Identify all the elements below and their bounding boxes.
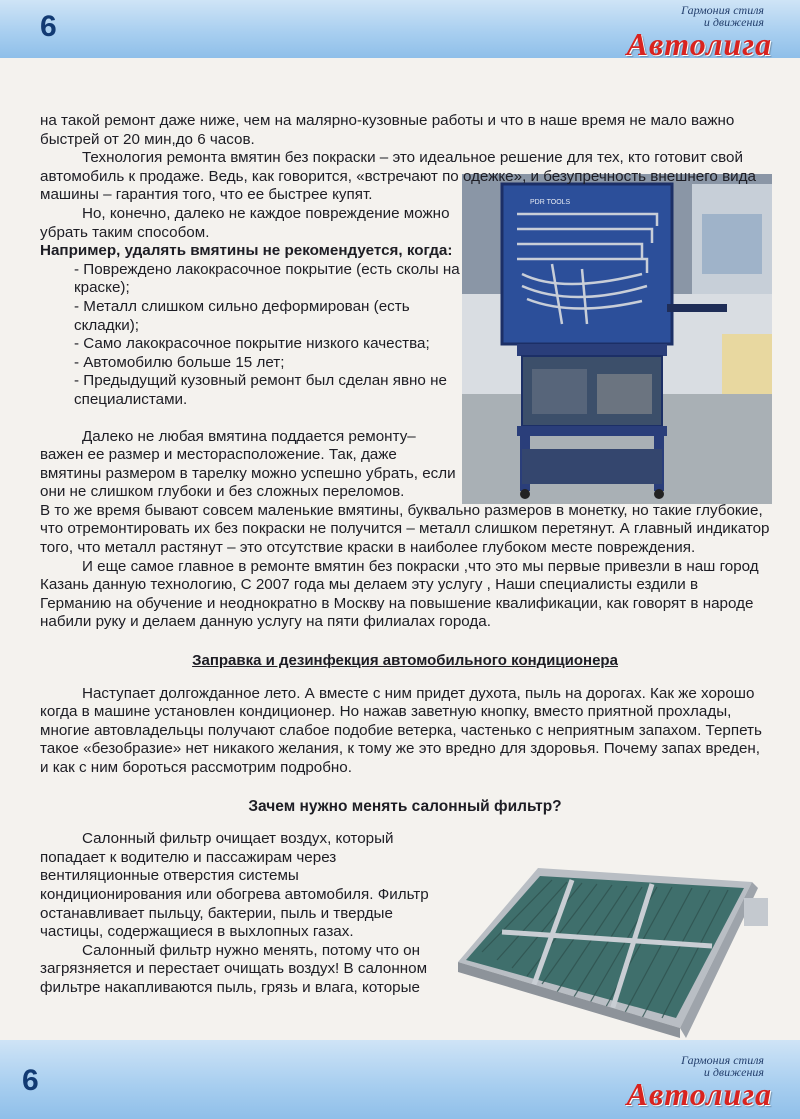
list-heading: Например, удалять вмятины не рекомендуется, когда: [40, 242, 453, 260]
paragraph: Далеко не любая вмятина поддается ремонту– важен ее размер и месторасположение. Так, даже вмятины размером в тарелку можно успешно убрать, если они не слишком глубоки и без сложных переломов. [40, 427, 456, 501]
sub-title: Зачем нужно менять салонный фильтр? [248, 797, 562, 815]
paragraph: Наступает долгожданное лето. А вместе с ним придет духота, пыль на дорогах. Как же хорошо когда в машине установлен кондиционер. Но нажав заветную кнопку, вместо приятной прохлады, многие автовладельцы получают слабое подобие ветерка, частенько с неприятным запахом. Терпеть такое «безобразие» нет никакого желания, к тому же это вредно для здоровья. Почему запах вреден, и как с ним бороться рассмотрим подробно. [40, 684, 762, 776]
list-item: - Предыдущий кузовный ремонт был сделан явно не специалистами. [74, 372, 447, 408]
paragraph: на такой ремонт даже ниже, чем на малярно-кузовные работы и что в наше время не мало важно быстрей от 20 мин,до 6 часов. [40, 112, 735, 148]
brand-logo [627, 4, 772, 60]
paragraph: И еще самое главное в ремонте вмятин без покраски ,что это мы первые привезли в наш город Казань данную технологию, С 2007 года мы делаем эту услугу , Наши специалисты ездили в Германию на обучение и неоднократно в Москву на повышение квалификации, как говорят в народе набили руку и делаем данную услугу на пяти филиалах города. [40, 557, 759, 631]
header-band [0, 0, 800, 62]
section-title: Заправка и дезинфекция автомобильного кондиционера [192, 652, 618, 670]
list-item: - Повреждено лакокрасочное покрытие (есть сколы на краске); [74, 260, 460, 297]
list-item: - Само лакокрасочное покрытие низкого качества; [74, 335, 430, 353]
logo-brand-name: Автолига [626, 26, 772, 62]
list-item: - Автомобилю больше 15 лет; [74, 353, 285, 371]
brand-logo [627, 1054, 772, 1110]
paragraph: Салонный фильтр очищает воздух, который попадает к водителю и пассажирам через вентиляционные отверстия системы кондиционирования или обогрева автомобиля. Фильтр останавливает пыльцу, бактерии, пыль и твердые частицы, содержащиеся в выхлопных газах. [40, 830, 429, 941]
page-number: 6 [40, 10, 57, 43]
list-item: - Металл слишком сильно деформирован (есть складки); [74, 297, 410, 334]
list [40, 261, 460, 410]
page-number: 6 [22, 1064, 39, 1097]
paragraph: В то же время бывают совсем маленькие вмятины, буквально размеров в монетку, но такие глубокие, что отремонтировать их без покраски не получится – металл слишком перетянут. А главный индикатор того, что металл растянут – это отсутствие краски в наиболее глубоком месте повреждения. [40, 501, 770, 557]
logo-slogan [627, 1054, 764, 1078]
logo-slogan [627, 4, 764, 28]
cart-label: PDR TOOLS [530, 199, 571, 206]
logo-slogan-line2: и движения [703, 15, 764, 29]
paragraph: Но, конечно, далеко не каждое повреждение можно убрать таким способом. [40, 204, 450, 241]
logo-slogan-line2: и движения [703, 1065, 764, 1079]
paragraph: Салонный фильтр нужно менять, потому что он загрязняется и перестает очищать воздух! В салонном фильтре накапливаются пыль, грязь и влага, которые [40, 941, 428, 996]
article-body [40, 112, 770, 998]
logo-brand-name: Автолига [626, 1076, 772, 1112]
paragraph: Технология ремонта вмятин без покраски – это идеальное решение для тех, кто готовит свой автомобиль к продаже. Ведь, как говорится, «встречают по одежке», и безупречность внешнего вида машины – гарантия того, что ее быстрее купят. [40, 149, 756, 204]
logo-slogan-line1: Гармония стиля [681, 3, 764, 17]
logo-slogan-line1: Гармония стиля [681, 1053, 764, 1067]
footer-band [0, 1040, 800, 1119]
